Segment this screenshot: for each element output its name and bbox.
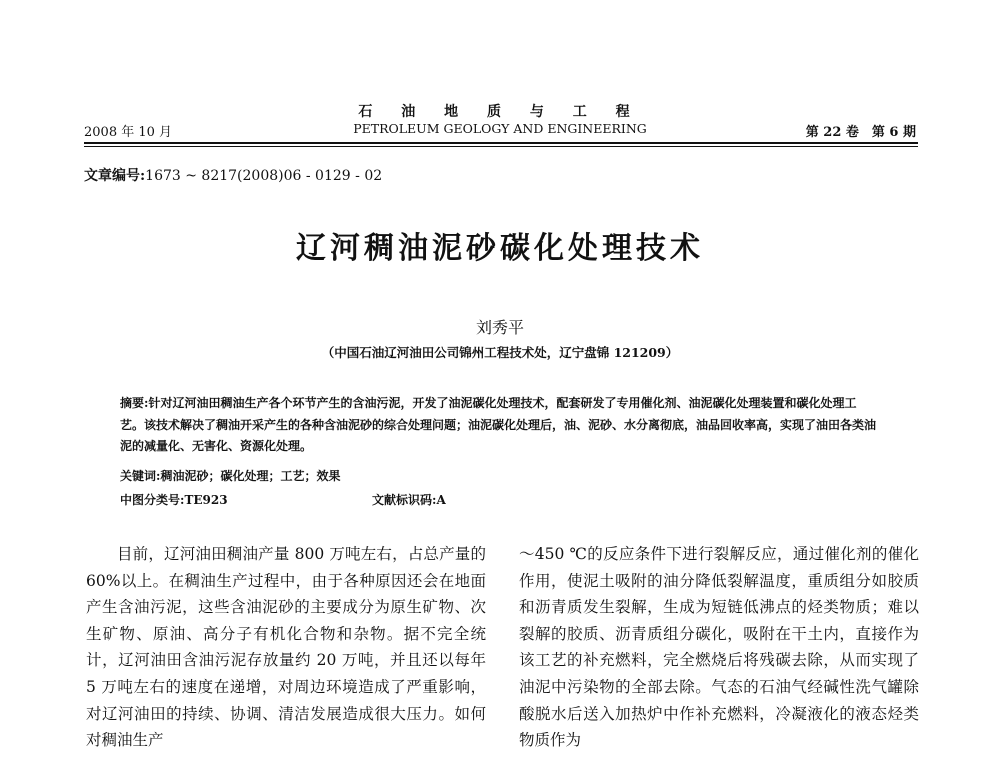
document-identifier (372, 491, 446, 508)
doc-id-value: A (436, 493, 446, 507)
issue-date: 2008 年 10 月 (84, 125, 173, 140)
volume-issue: 第 22 卷 第 6 期 (805, 125, 916, 140)
body-column-left: 目前，辽河油田稠油产量 800 万吨左右，占总产量的 60%以上。在稠油生产过程中，由于各种原因还会在地面产生含油污泥，这些含油泥砂的主要成分为原生矿物、次生矿物、原油、高分子有机化合物和杂物。据不完全统计，辽河油田含油污泥存放量约 20 万吨，并且还以每年 5 万吨左右的速度在递增，对周边环境造成了严重影响，对辽河油田的持续、协调、清洁发展造成很大压力。如何对稠油生产 (86, 545, 486, 750)
abstract-label: 摘要: (120, 396, 149, 410)
journal-name-cn: 石 油 地 质 与 工 程 (358, 104, 642, 120)
header-rule-thin (84, 146, 918, 147)
body-column-right: ～450 ℃的反应条件下进行裂解反应，通过催化剂的催化作用，使泥土吸附的油分降低裂解温度，重质组分如胶质和沥青质发生裂解，生成为短链低沸点的烃类物质；难以裂解的胶质、沥青质组分碳化，吸附在干土内，直接作为该工艺的补充燃料，完全燃烧后将残碳去除，从而实现了油泥中污染物的全部去除。气态的石油气经碱性洗气罐除酸脱水后送入加热炉中作补充燃料，冷凝液化的液态烃类物质作为 (519, 545, 919, 750)
keywords-label: 关键词: (120, 469, 161, 483)
classification-value: TE923 (184, 493, 228, 507)
author-affiliation: （中国石油辽河油田公司锦州工程技术处，辽宁盘锦 121209） (321, 345, 679, 360)
abstract-text: 针对辽河油田稠油生产各个环节产生的含油污泥，开发了油泥碳化处理技术，配套研发了专用催化剂、油泥碳化处理装置和碳化处理工艺。该技术解决了稠油开采产生的各种含油泥砂的综合处理问题；油泥碳化处理后，油、泥砂、水分离彻底，油品回收率高，实现了油田各类油泥的减量化、无害化、资源化处理。 (120, 396, 877, 453)
journal-name-en: PETROLEUM GEOLOGY AND ENGINEERING (353, 121, 647, 136)
keywords (120, 467, 340, 484)
keywords-text: 稠油泥砂；碳化处理；工艺；效果 (160, 469, 341, 483)
classification-label: 中图分类号: (120, 493, 185, 507)
author-name: 刘秀平 (475, 318, 524, 337)
article-number-value: 1673 ~ 8217(2008)06 - 0129 - 02 (145, 168, 383, 184)
classification-number (120, 491, 228, 508)
article-number-label: 文章编号: (84, 168, 146, 184)
article-title: 辽河稠油泥砂碳化处理技术 (296, 231, 704, 266)
doc-id-label: 文献标识码: (372, 493, 437, 507)
abstract (120, 393, 880, 458)
header-rule-thick (84, 142, 918, 144)
article-number (84, 165, 382, 185)
